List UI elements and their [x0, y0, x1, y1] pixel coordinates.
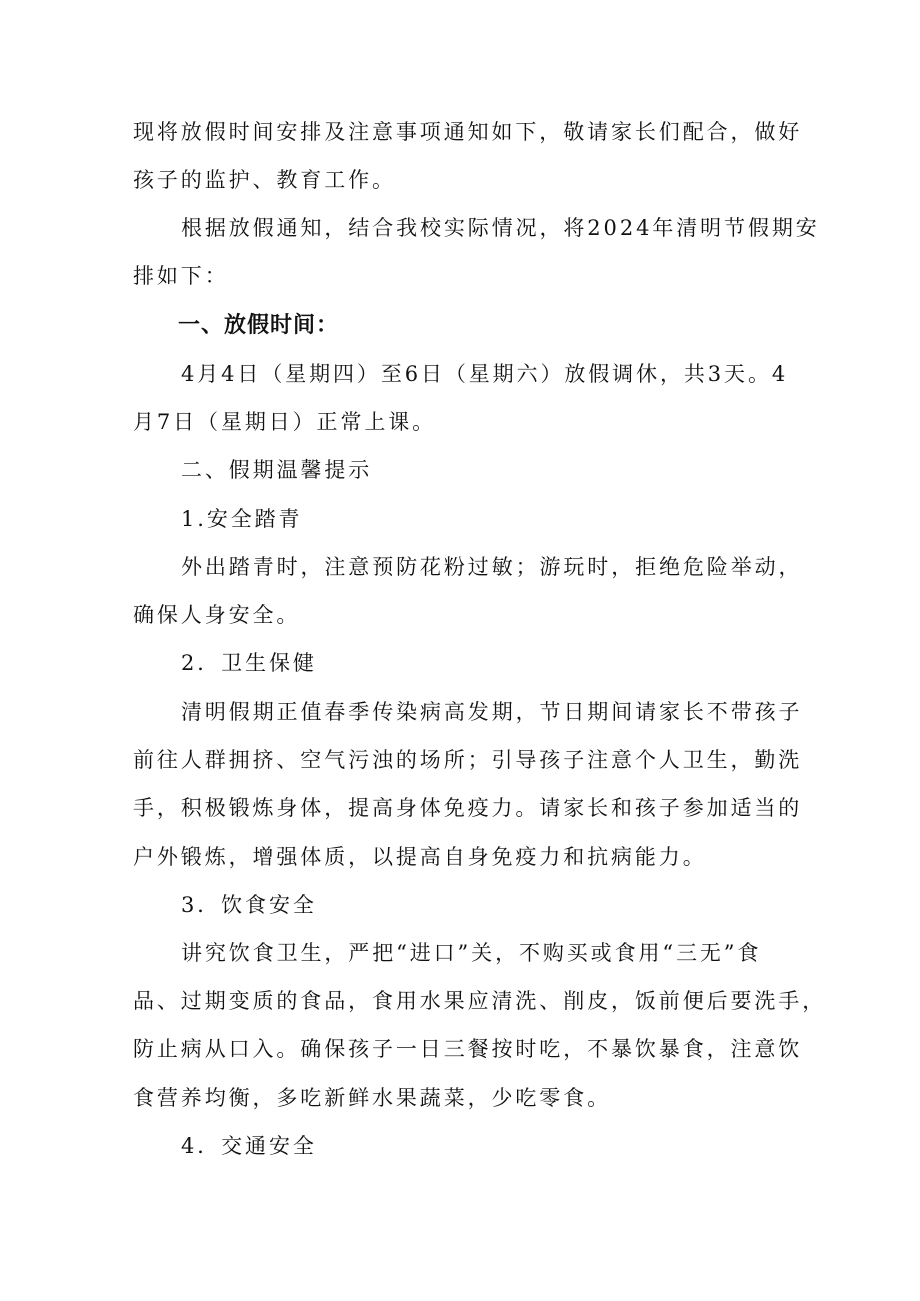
body-line: 排如下： [133, 264, 229, 288]
body-line: 确保人身安全。 [133, 603, 301, 627]
subsection-heading: 4．交通安全 [181, 1134, 317, 1158]
body-line: 前往人群拥挤、空气污浊的场所；引导孩子注意个人卫生，勤洗 [133, 748, 803, 772]
body-line: 防止病从口入。确保孩子一日三餐按时吃，不暴饮暴食，注意饮 [133, 1037, 803, 1061]
body-line: 根据放假通知，结合我校实际情况，将2024年清明节假期安 [181, 216, 820, 240]
body-line: 孩子的监护、教育工作。 [133, 168, 396, 192]
body-line: 讲究饮食卫生，严把“进口”关，不购买或食用“三无”食 [181, 941, 762, 965]
body-line: 清明假期正值春季传染病高发期，节日期间请家长不带孩子 [181, 700, 803, 724]
section-heading: 二、假期温馨提示 [181, 458, 373, 482]
body-line: 现将放假时间安排及注意事项通知如下，敬请家长们配合，做好 [133, 120, 803, 144]
body-line: 品、过期变质的食品，食用水果应清洗、削皮，饭前便后要洗手， [133, 989, 827, 1013]
body-line: 外出踏青时，注意预防花粉过敏；游玩时，拒绝危险举动， [181, 555, 803, 579]
body-line: 手，积极锻炼身体，提高身体免疫力。请家长和孩子参加适当的 [133, 796, 803, 820]
subsection-heading: 2．卫生保健 [181, 651, 317, 675]
body-line: 4月4日（星期四）至6日（星期六）放假调休，共3天。4 [181, 362, 789, 386]
body-line: 食营养均衡，多吃新鲜水果蔬菜，少吃零食。 [133, 1086, 611, 1110]
subsection-heading: 1.安全踏青 [181, 507, 303, 531]
section-heading: 一、放假时间： [178, 313, 340, 338]
body-line: 户外锻炼，增强体质，以提高自身免疫力和抗病能力。 [133, 845, 707, 869]
body-line: 月7日（星期日）正常上课。 [133, 410, 437, 434]
subsection-heading: 3．饮食安全 [181, 893, 317, 917]
